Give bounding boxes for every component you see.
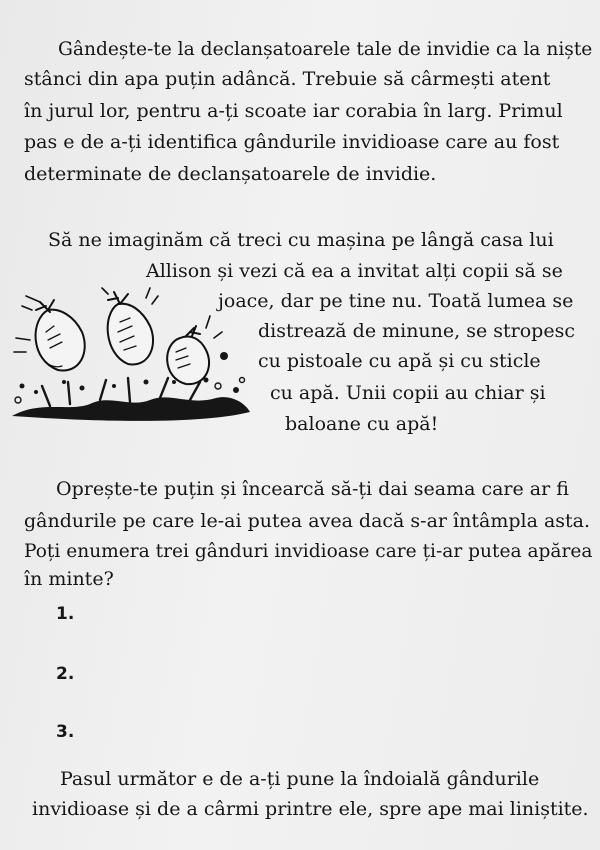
text-line: stânci din apa puțin adâncă. Trebuie să cârmești atent: [24, 68, 551, 90]
text-line: Gândește-te la declanșatoarele tale de invidie ca la niște: [58, 38, 593, 60]
text-line: Poți enumera trei gânduri invidioase care ți-ar putea apărea: [24, 540, 593, 562]
text-line: Allison și vezi că ea a invitat alți copii să se: [146, 260, 563, 282]
text-line: Să ne imaginăm că treci cu mașina pe lângă casa lui: [48, 229, 554, 251]
list-item-number: 3.: [56, 722, 75, 742]
water-balloons-splash-icon: [10, 282, 255, 434]
text-line: joace, dar pe tine nu. Toată lumea se: [218, 290, 574, 312]
text-line: invidioase și de a cârmi printre ele, spre ape mai liniștite.: [32, 798, 589, 820]
text-line: cu apă. Unii copii au chiar și: [270, 382, 546, 404]
text-line: cu pistoale cu apă și cu sticle: [258, 350, 541, 372]
text-line: Pasul următor e de a-ți pune la îndoială gândurile: [60, 768, 540, 790]
list-item-number: 2.: [56, 664, 75, 684]
text-line: determinate de declanșatoarele de invidie.: [24, 163, 437, 185]
text-line: baloane cu apă!: [285, 413, 439, 435]
list-item-number: 1.: [56, 604, 75, 624]
text-line: Oprește-te puțin și încearcă să-ți dai seama care ar fi: [56, 478, 569, 500]
text-line: în minte?: [24, 568, 114, 590]
text-line: pas e de a-ți identifica gândurile invidioase care au fost: [24, 131, 560, 153]
text-line: în jurul lor, pentru a-ți scoate iar corabia în larg. Primul: [24, 100, 563, 122]
text-line: distrează de minune, se stropesc: [258, 320, 575, 342]
text-line: gândurile pe care le-ai putea avea dacă s-ar întâmpla asta.: [24, 510, 591, 532]
